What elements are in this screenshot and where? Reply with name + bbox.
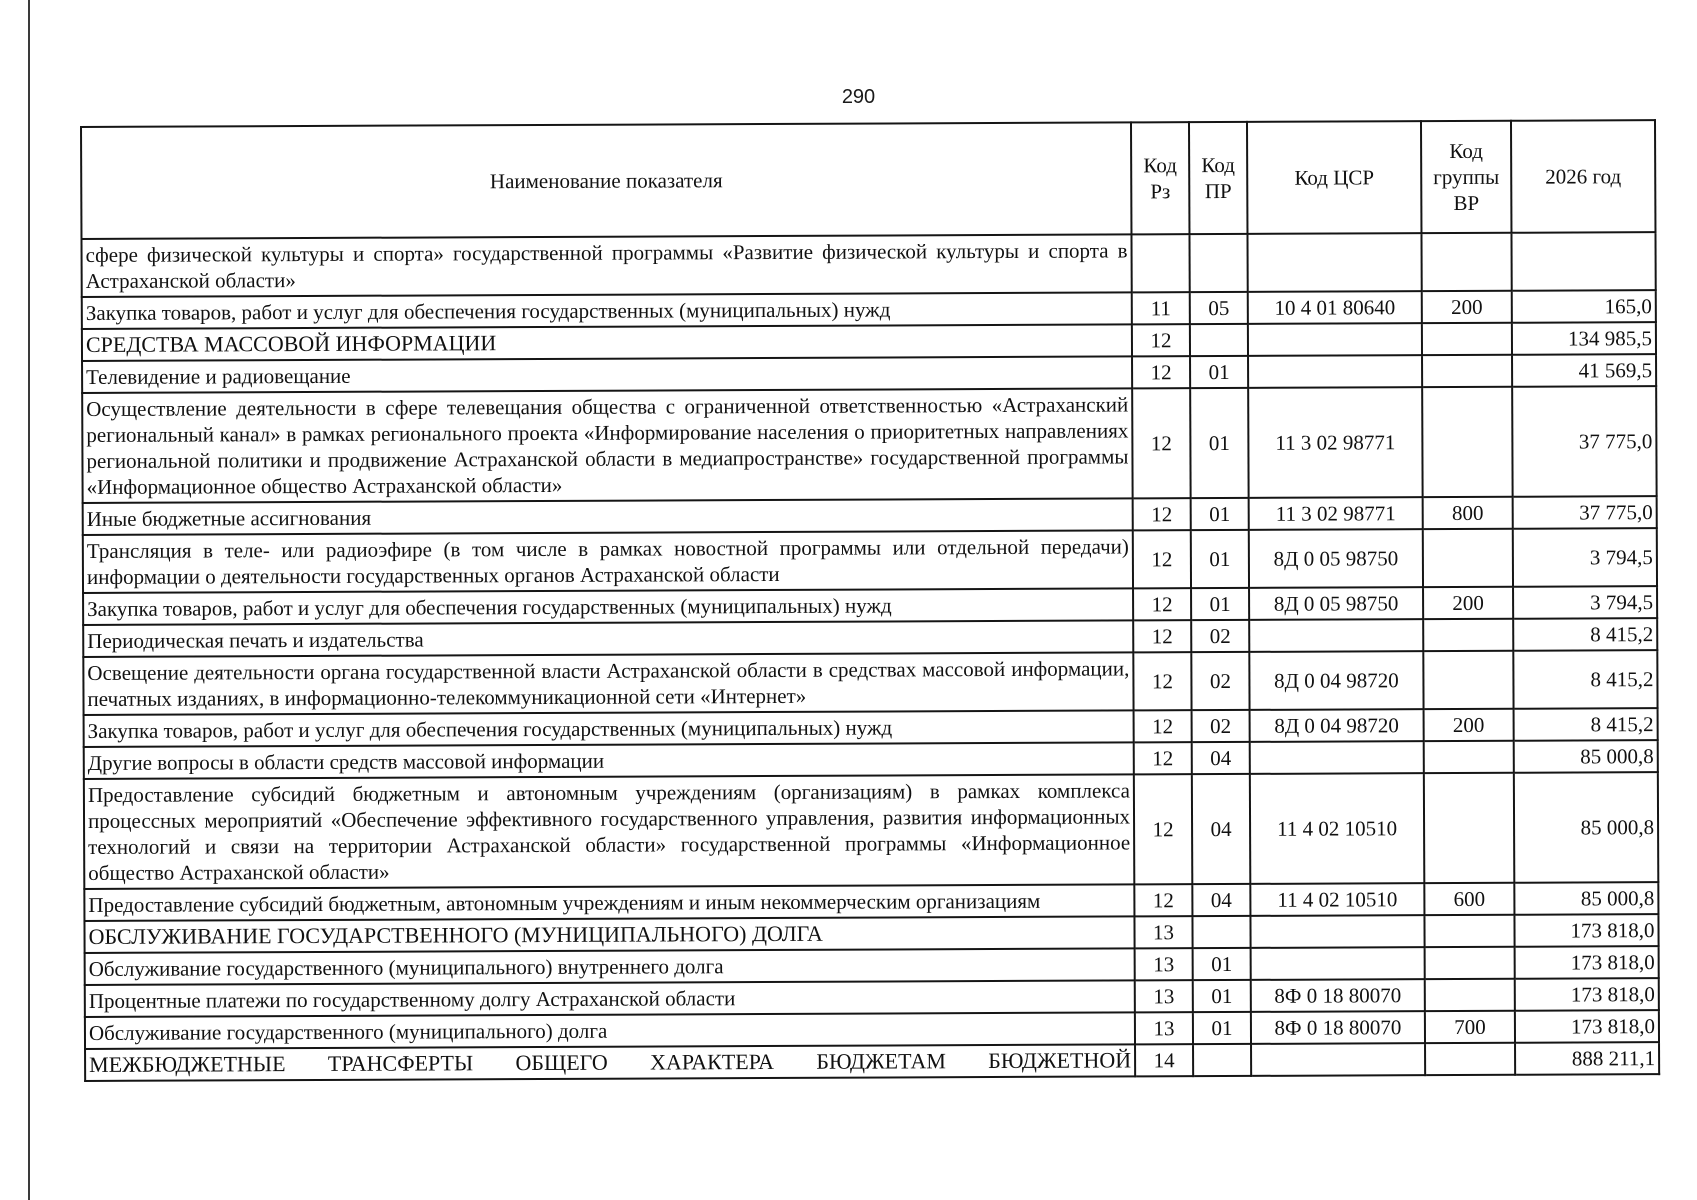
table-row — [83, 650, 1657, 715]
row-pr: 02 — [1192, 710, 1250, 742]
row-csr — [1250, 741, 1424, 774]
row-name: Периодическая печать и издательства — [83, 620, 1133, 657]
row-rz: 12 — [1132, 324, 1190, 356]
header-sum: 2026 год — [1511, 120, 1655, 233]
row-vr: 700 — [1425, 1011, 1515, 1043]
row-rz: 13 — [1135, 948, 1193, 980]
row-rz: 12 — [1133, 588, 1191, 620]
row-vr — [1425, 1043, 1515, 1075]
row-name: Обслуживание государственного (муниципального) долга — [85, 1012, 1135, 1049]
row-pr: 01 — [1193, 948, 1251, 980]
row-rz: 13 — [1134, 916, 1192, 948]
row-vr — [1422, 387, 1512, 497]
row-csr — [1248, 355, 1422, 388]
row-csr: 11 3 02 98771 — [1248, 387, 1422, 498]
row-vr — [1423, 529, 1513, 587]
scan-edge-line — [28, 0, 30, 1200]
row-csr: 11 4 02 10510 — [1250, 883, 1424, 916]
row-sum: 3 794,5 — [1513, 586, 1657, 619]
row-csr — [1247, 233, 1421, 292]
row-pr — [1193, 1044, 1251, 1076]
row-name: Предоставление субсидий бюджетным и автономным учреждениям (организациям) в рамках комплекса процессных мероприятий «Обеспечение эффективного государственного управления, развития информационных технологий и связи на территории Астраханской области» государственной программы «Информационное общество Астраханской области» — [84, 774, 1134, 889]
row-pr: 04 — [1192, 774, 1250, 884]
row-vr: 200 — [1422, 291, 1512, 323]
row-pr — [1190, 324, 1248, 356]
header-rz: Код Рз — [1131, 122, 1189, 234]
row-csr — [1248, 323, 1422, 356]
row-name: ОБСЛУЖИВАНИЕ ГОСУДАРСТВЕННОГО (МУНИЦИПАЛЬНОГО) ДОЛГА — [84, 916, 1134, 953]
row-vr — [1422, 323, 1512, 355]
row-csr — [1250, 915, 1424, 948]
row-sum — [1511, 232, 1655, 291]
row-vr — [1423, 619, 1513, 651]
row-vr — [1424, 915, 1514, 947]
row-sum: 8 415,2 — [1513, 650, 1657, 709]
row-csr: 11 4 02 10510 — [1250, 773, 1424, 884]
row-name: Телевидение и радиовещание — [82, 356, 1132, 393]
row-pr: 01 — [1190, 356, 1248, 388]
row-name: Другие вопросы в области средств массовой информации — [84, 742, 1134, 779]
table-row — [84, 772, 1658, 889]
row-name: Осуществление деятельности в сфере телевещания общества с ограниченной ответственностью «Астраханский региональный канал» в рамках регионального проекта «Информирование населения о приоритетных направлениях региональной политики и продвижение Астраханской области в медиапространстве» государственной программы «Информационное общество Астраханской области» — [82, 388, 1132, 503]
row-vr: 200 — [1424, 709, 1514, 741]
row-pr: 01 — [1193, 980, 1251, 1012]
row-sum: 173 818,0 — [1514, 914, 1658, 947]
row-vr — [1425, 947, 1515, 979]
row-rz: 12 — [1134, 774, 1192, 884]
row-sum: 173 818,0 — [1515, 978, 1659, 1011]
row-pr: 05 — [1190, 292, 1248, 324]
row-rz: 14 — [1135, 1044, 1193, 1076]
row-rz: 13 — [1135, 1012, 1193, 1044]
row-pr: 01 — [1191, 530, 1249, 588]
row-name: МЕЖБЮДЖЕТНЫЕ ТРАНСФЕРТЫ ОБЩЕГО ХАРАКТЕРА БЮДЖЕТАМ БЮДЖЕТНОЙ — [85, 1044, 1135, 1081]
row-csr: 8Д 0 05 98750 — [1249, 587, 1423, 620]
row-rz: 11 — [1132, 292, 1190, 324]
header-pr: Код ПР — [1189, 122, 1247, 234]
row-vr — [1425, 979, 1515, 1011]
row-csr: 8Д 0 05 98750 — [1249, 529, 1423, 588]
row-sum: 85 000,8 — [1514, 882, 1658, 915]
row-rz: 12 — [1132, 388, 1190, 498]
row-name: Предоставление субсидий бюджетным, автономным учреждениям и иным некоммерческим организациям — [84, 884, 1134, 921]
row-sum: 41 569,5 — [1512, 354, 1656, 387]
budget-table-container — [80, 119, 1658, 1082]
row-csr — [1249, 619, 1423, 652]
row-rz: 12 — [1134, 742, 1192, 774]
row-csr: 8Ф 0 18 80070 — [1251, 979, 1425, 1012]
row-sum: 85 000,8 — [1514, 772, 1658, 883]
row-csr: 8Д 0 04 98720 — [1249, 651, 1423, 710]
row-sum: 3 794,5 — [1513, 528, 1657, 587]
row-rz: 12 — [1133, 620, 1191, 652]
row-sum: 8 415,2 — [1513, 618, 1657, 651]
row-rz: 12 — [1133, 498, 1191, 530]
row-vr — [1423, 651, 1513, 709]
row-vr — [1424, 741, 1514, 773]
header-name: Наименование показателя — [81, 122, 1131, 239]
row-vr — [1424, 773, 1514, 883]
header-vr: Код группы ВР — [1421, 121, 1511, 233]
row-pr — [1189, 234, 1247, 292]
row-sum: 134 985,5 — [1512, 322, 1656, 355]
row-vr: 800 — [1423, 497, 1513, 529]
row-pr: 01 — [1191, 588, 1249, 620]
row-csr: 10 4 01 80640 — [1248, 291, 1422, 324]
row-vr — [1422, 355, 1512, 387]
row-name: Обслуживание государственного (муниципального) внутреннего долга — [85, 948, 1135, 985]
row-pr: 02 — [1191, 652, 1249, 710]
row-csr: 8Д 0 04 98720 — [1250, 709, 1424, 742]
row-pr — [1192, 916, 1250, 948]
row-pr: 04 — [1192, 742, 1250, 774]
row-name: Трансляция в теле- или радиоэфире (в том числе в рамках новостной программы или отдельной передачи) информации о деятельности государственных органов Астраханской области — [83, 530, 1133, 593]
row-csr: 11 3 02 98771 — [1249, 497, 1423, 530]
page-number: 290 — [841, 86, 876, 108]
row-name: Закупка товаров, работ и услуг для обеспечения государственных (муниципальных) нужд — [82, 292, 1132, 329]
row-vr — [1421, 233, 1511, 291]
table-row — [82, 386, 1656, 503]
row-rz: 12 — [1133, 530, 1191, 588]
row-csr — [1251, 1043, 1425, 1076]
row-sum: 85 000,8 — [1514, 740, 1658, 773]
row-vr: 600 — [1424, 883, 1514, 915]
row-rz: 12 — [1132, 356, 1190, 388]
row-name: Освещение деятельности органа государственной власти Астраханской области в средствах массовой информации, печатных изданиях, в информационно-телекоммуникационной сети «Интернет» — [83, 652, 1133, 715]
header-csr: Код ЦСР — [1247, 121, 1421, 234]
row-sum: 173 818,0 — [1515, 1010, 1659, 1043]
row-name: сфере физической культуры и спорта» государственной программы «Развитие физической культуры и спорта в Астраханской области» — [81, 234, 1131, 297]
table-header-row — [81, 120, 1655, 239]
row-name: Иные бюджетные ассигнования — [83, 498, 1133, 535]
row-rz: 13 — [1135, 980, 1193, 1012]
row-pr: 01 — [1190, 388, 1248, 498]
row-rz: 12 — [1133, 652, 1191, 710]
row-sum: 173 818,0 — [1515, 946, 1659, 979]
row-csr — [1251, 947, 1425, 980]
row-vr: 200 — [1423, 587, 1513, 619]
budget-table — [80, 119, 1660, 1082]
table-row — [83, 528, 1657, 593]
row-rz: 12 — [1134, 710, 1192, 742]
row-pr: 01 — [1191, 498, 1249, 530]
row-pr: 04 — [1192, 884, 1250, 916]
row-sum: 8 415,2 — [1514, 708, 1658, 741]
row-pr: 01 — [1193, 1012, 1251, 1044]
row-name: Процентные платежи по государственному долгу Астраханской области — [85, 980, 1135, 1017]
row-sum: 165,0 — [1512, 290, 1656, 323]
row-sum: 888 211,1 — [1515, 1042, 1659, 1075]
row-csr: 8Ф 0 18 80070 — [1251, 1011, 1425, 1044]
table-row — [85, 1042, 1659, 1081]
row-name: СРЕДСТВА МАССОВОЙ ИНФОРМАЦИИ — [82, 324, 1132, 361]
row-name: Закупка товаров, работ и услуг для обеспечения государственных (муниципальных) нужд — [84, 710, 1134, 747]
row-rz: 12 — [1134, 884, 1192, 916]
row-name: Закупка товаров, работ и услуг для обеспечения государственных (муниципальных) нужд — [83, 588, 1133, 625]
row-sum: 37 775,0 — [1513, 496, 1657, 529]
table-row — [81, 232, 1655, 297]
row-sum: 37 775,0 — [1512, 386, 1656, 497]
row-rz — [1131, 234, 1189, 292]
row-pr: 02 — [1191, 620, 1249, 652]
